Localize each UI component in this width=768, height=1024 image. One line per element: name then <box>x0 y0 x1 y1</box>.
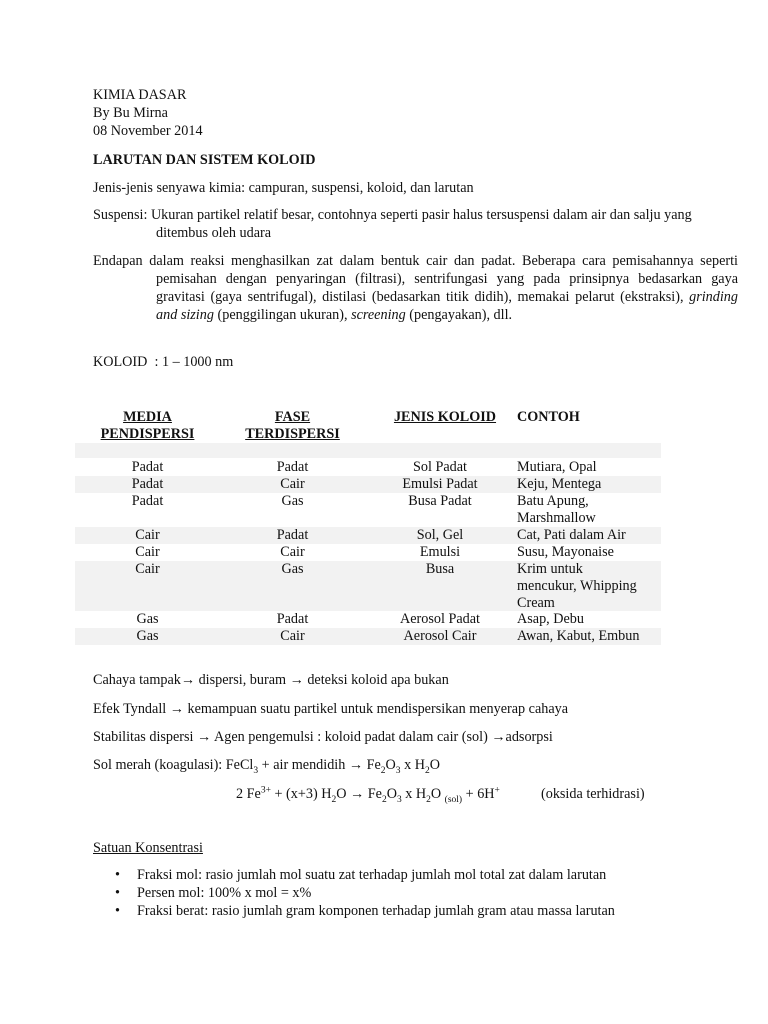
page-title: LARUTAN DAN SISTEM KOLOID <box>93 152 316 168</box>
cell-fase: Padat <box>276 527 309 543</box>
cell-media: Cair <box>135 544 160 560</box>
cell-media: Padat <box>131 476 164 492</box>
list-item: • Fraksi berat: rasio jumlah gram komponen terhadap jumlah gram atau massa larutan <box>115 903 615 919</box>
cell-contoh: Asap, Debu <box>517 611 584 627</box>
endapan-text-3: (pengayakan), dll. <box>405 307 513 323</box>
cell-contoh: Cat, Pati dalam Air <box>517 527 626 543</box>
table-band <box>75 443 661 458</box>
header-media-pendispersi: MEDIA PENDISPERSI <box>100 409 195 442</box>
note-cahaya: Cahaya tampak→ dispersi, buram → deteksi koloid apa bukan <box>93 672 449 688</box>
cell-fase: Padat <box>276 459 309 475</box>
cell-jenis: Sol, Gel <box>416 527 464 543</box>
endapan-paragraph <box>93 252 738 324</box>
document-header <box>93 86 203 140</box>
cell-media: Gas <box>136 611 159 627</box>
bullet-icon: • <box>115 903 120 919</box>
cell-jenis: Emulsi <box>419 544 461 560</box>
bullet-icon: • <box>115 885 120 901</box>
cell-jenis: Emulsi Padat <box>402 476 478 492</box>
cell-media: Cair <box>135 561 160 577</box>
cell-media: Padat <box>131 493 164 509</box>
cell-jenis: Aerosol Padat <box>400 611 480 627</box>
list-item: • Persen mol: 100% x mol = x% <box>115 885 312 901</box>
cell-contoh: Susu, Mayonaise <box>517 544 614 560</box>
note-tyndall: Efek Tyndall → kemampuan suatu partikel untuk mendispersikan menyerap cahaya <box>93 701 569 717</box>
cell-contoh: Awan, Kabut, Embun <box>517 628 640 644</box>
reaction-note: (oksida terhidrasi) <box>541 786 645 802</box>
endapan-italic-2: screening <box>351 307 406 323</box>
endapan-text-1: Endapan dalam reaksi menghasilkan zat dalam bentuk cair dan padat. Beberapa cara pemisahannya seperti pemisahan dengan penyaringan (filtrasi), sentrifungasi yang pada prinsipnya bedasarkan gaya gravitasi (gaya sentrifugal), distilasi (bedasarkan titik didih), memakai pelarut (ekstraksi), <box>93 253 738 305</box>
cell-fase: Cair <box>280 476 305 492</box>
suspensi-paragraph: Suspensi: Ukuran partikel relatif besar, contohnya seperti pasir halus tersuspensi dalam air dan salju yang ditembus oleh udara <box>93 207 692 241</box>
cell-fase: Cair <box>280 628 305 644</box>
cell-fase: Cair <box>280 544 305 560</box>
cell-media: Padat <box>131 459 164 475</box>
author: By Bu Mirna <box>93 105 168 121</box>
header-jenis-koloid: JENIS KOLOID <box>393 409 497 425</box>
koloid-range: KOLOID : 1 – 1000 nm <box>93 354 234 370</box>
header-fase-terdispersi: FASE TERDISPERSI <box>245 409 340 442</box>
cell-contoh: Mutiara, Opal <box>517 459 597 475</box>
header-contoh: CONTOH <box>517 409 580 425</box>
cell-media: Cair <box>135 527 160 543</box>
intro-paragraph: Jenis-jenis senyawa kimia: campuran, suspensi, koloid, dan larutan <box>93 180 474 196</box>
reaction-equation: 2 $Fe^{3+} + (x+3) H_2O \to Fe_2O_3$ x $H_2O$ $_{(sol)}$ + 6H+ <box>236 785 500 805</box>
endapan-text-2: (penggilingan ukuran), <box>213 307 352 323</box>
cell-jenis: Busa <box>425 561 455 577</box>
cell-media: Gas <box>136 628 159 644</box>
cell-jenis: Aerosol Cair <box>403 628 477 644</box>
satuan-list <box>93 866 727 920</box>
table-header <box>75 409 661 445</box>
cell-fase: Gas <box>281 561 304 577</box>
course-name: KIMIA DASAR <box>93 87 187 103</box>
endapan-italic-1: grinding and sizing <box>156 289 738 323</box>
cell-jenis: Busa Padat <box>408 493 472 509</box>
cell-contoh: Krim untuk mencukur, Whipping Cream <box>517 561 637 611</box>
note-stabilitas: Stabilitas dispersi → Agen pengemulsi : koloid padat dalam cair (sol) →adsorpsi <box>93 729 553 745</box>
cell-fase: Gas <box>281 493 304 509</box>
list-item: • Fraksi mol: rasio jumlah mol suatu zat terhadap jumlah mol total zat dalam larutan <box>115 867 607 883</box>
cell-contoh: Batu Apung, Marshmallow <box>517 493 596 526</box>
cell-jenis: Sol Padat <box>413 459 467 475</box>
section-title-satuan: Satuan Konsentrasi <box>93 840 203 856</box>
note-sol-merah: Sol merah (koagulasi): FeCl$_3$ + air mendidih → $Fe_2O_3$ x $H_2O$ <box>93 757 440 776</box>
date: 08 November 2014 <box>93 123 203 139</box>
bullet-icon: • <box>115 867 120 883</box>
cell-contoh: Keju, Mentega <box>517 476 602 492</box>
cell-fase: Padat <box>276 611 309 627</box>
